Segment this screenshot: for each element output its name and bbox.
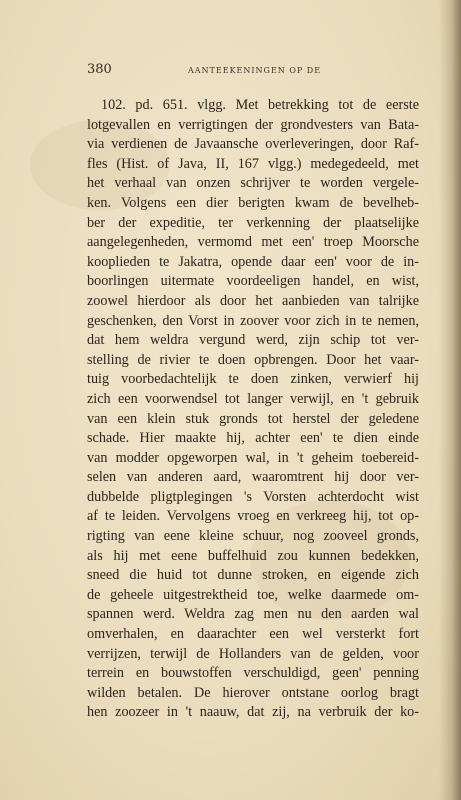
text-line: spannen werd. Weldra zag men nu den aarden wal xyxy=(87,606,419,623)
text-line: geschenken, den Vorst in zoover voor zich in te nemen, xyxy=(87,312,419,329)
text-line: rigting van eene kleine schuur, nog zooveel gronds, xyxy=(87,528,419,545)
text-line: boorlingen uitermate voordeeligen handel, en wist, xyxy=(87,273,419,290)
text-line: dat hem weldra vergund werd, zijn schip tot ver- xyxy=(87,332,419,349)
text-line: 102. pd. 651. vlgg. Met betrekking tot de eerste xyxy=(101,97,419,113)
text-line: stelling de rivier te doen opbrengen. Door het vaar- xyxy=(87,351,419,368)
text-line: hen zoozeer in 't naauw, dat zij, na verbruik der ko- xyxy=(87,704,419,721)
text-line: lotgevallen en verrigtingen der grondvesters van Bata- xyxy=(87,116,419,133)
text-line: zich een voorwendsel tot langer verwijl, en 't gebruik xyxy=(87,390,419,407)
text-line: zoowel hierdoor als door het aanbieden van talrijke xyxy=(87,292,419,309)
running-head: AANTEEKENINGEN OP DE xyxy=(188,66,322,75)
text-line: wilden betalen. De hierover ontstane oorlog bragt xyxy=(87,684,419,701)
text-line: de geheele uitgestrektheid toe, welke daarmede om- xyxy=(87,586,419,603)
text-line: via verdienen de Javaansche overleveringen, door Raf- xyxy=(87,136,419,153)
text-line: ber der expeditie, ter verkenning der plaatselijke xyxy=(87,214,419,231)
text-line: aangelegenheden, vermomd met een' troep Moorsche xyxy=(87,234,419,251)
text-line: het verhaal van onzen schrijver te worden vergele- xyxy=(87,175,419,192)
text-line: ken. Volgens een dier berigten kwam de bevelheb- xyxy=(87,194,419,211)
text-line: van modder opgeworpen wal, in 't geheim toebereid- xyxy=(87,449,419,466)
text-line: verrijzen, terwijl de Hollanders van de gelden, voor xyxy=(87,645,419,662)
text-line: van een klein stuk gronds tot herstel der geledene xyxy=(87,410,419,427)
body-text xyxy=(87,96,419,723)
text-line: omverhalen, en daarachter een wel versterkt fort xyxy=(87,626,419,643)
page-edge-shadow xyxy=(439,0,461,800)
text-line: tuig voorbedachtelijk te doen zinken, verwierf hij xyxy=(87,371,419,388)
text-line: dubbelde pligtplegingen 's Vorsten achterdocht wist xyxy=(87,488,419,505)
text-line: schade. Hier maakte hij, achter een' te dien einde xyxy=(87,430,419,447)
text-line: kooplieden te Jakatra, opende daar een' voor de in- xyxy=(87,253,419,270)
text-line: sneed die huid tot dunne stroken, en eigende zich xyxy=(87,567,419,584)
text-line: als hij met eene buffelhuid zou kunnen bedekken, xyxy=(87,547,419,564)
text-line: selen van anderen aard, waaromtrent hij door ver- xyxy=(87,469,419,486)
text-line: terrein en bouwstoffen verschuldigd, geen' penning xyxy=(87,665,419,682)
text-line: fles (Hist. of Java, II, 167 vlgg.) medegedeeld, met xyxy=(87,155,419,172)
text-line: af te leiden. Vervolgens vroeg en verkreeg hij, tot op- xyxy=(87,508,419,525)
page-number: 380 xyxy=(87,62,112,77)
